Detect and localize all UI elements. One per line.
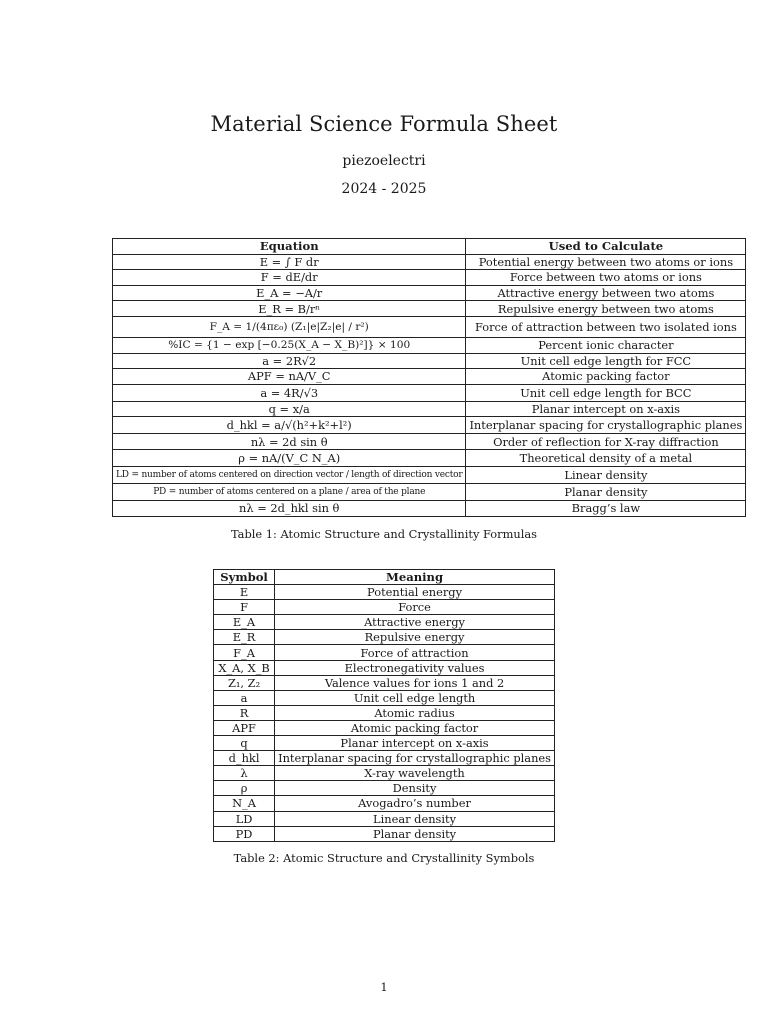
table-row [113,353,746,369]
equation-cell: E_R = B/rⁿ [113,301,466,317]
table-row [214,615,555,630]
equation-cell: q = x/a [113,401,466,417]
meaning-cell: Atomic radius [275,705,555,720]
table-row [214,720,555,735]
symbol-cell: q [214,736,275,751]
meaning-cell: Atomic packing factor [275,720,555,735]
formulas-table [112,238,746,517]
meaning-cell: Percent ionic character [466,337,746,353]
table-row [214,690,555,705]
symbol-cell: d_hkl [214,751,275,766]
meaning-cell: Interplanar spacing for crystallographic planes [466,417,746,434]
meaning-cell: Unit cell edge length [275,690,555,705]
table-row [113,254,746,270]
equation-cell: LD = number of atoms centered on direction vector / length of direction vector [113,466,466,483]
document-author: piezoelectri [342,153,426,169]
page-number: 1 [380,980,388,994]
table-header-row [214,570,555,585]
table-row [113,337,746,353]
equation-cell: %IC = {1 − exp [−0.25(X_A − X_B)²]} × 100 [113,337,466,353]
table-row [113,384,746,401]
meaning-cell: Planar density [275,826,555,841]
meaning-cell: Potential energy [275,585,555,600]
equation-cell: a = 2R√2 [113,353,466,369]
meaning-cell: Planar intercept on x-axis [466,401,746,417]
symbol-cell: N_A [214,796,275,811]
meaning-cell: Unit cell edge length for FCC [466,353,746,369]
meaning-cell: Linear density [466,466,746,483]
table-row [214,766,555,781]
meaning-cell: Order of reflection for X-ray diffraction [466,434,746,450]
table-row [113,270,746,286]
meaning-cell: Avogadro’s number [275,796,555,811]
equation-cell: a = 4R/√3 [113,384,466,401]
symbol-cell: E_A [214,615,275,630]
table-row [214,645,555,660]
symbol-cell: PD [214,826,275,841]
symbols-table [213,569,555,842]
meaning-cell: X-ray wavelength [275,766,555,781]
table-row [113,369,746,385]
symbol-cell: E_R [214,630,275,645]
equation-cell: E = ∫ F dr [113,254,466,270]
table-row [113,449,746,466]
meaning-cell: Force of attraction [275,645,555,660]
meaning-cell: Force between two atoms or ions [466,270,746,286]
table-row [113,466,746,483]
table-row [113,401,746,417]
table-row [214,781,555,796]
table-row [214,736,555,751]
meaning-cell: Planar density [466,483,746,500]
meaning-cell: Electronegativity values [275,660,555,675]
symbol-cell: ρ [214,781,275,796]
meaning-cell: Planar intercept on x-axis [275,736,555,751]
symbol-cell: λ [214,766,275,781]
meaning-cell: Force [275,600,555,615]
meaning-cell: Repulsive energy between two atoms [466,301,746,317]
meaning-cell: Valence values for ions 1 and 2 [275,675,555,690]
equation-cell: nλ = 2d_hkl sin θ [113,500,466,516]
table1-caption: Table 1: Atomic Structure and Crystallinity Formulas [230,527,538,541]
document-title: Material Science Formula Sheet [210,112,558,136]
table-row [214,751,555,766]
table-row [113,483,746,500]
table-row [214,705,555,720]
meaning-cell: Unit cell edge length for BCC [466,384,746,401]
table-row [113,316,746,337]
table-row [214,796,555,811]
symbol-cell: Z₁, Z₂ [214,675,275,690]
table-row [113,285,746,301]
equation-cell: E_A = −A/r [113,285,466,301]
table-row [113,434,746,450]
equation-cell: d_hkl = a/√(h²+k²+l²) [113,417,466,434]
table-row [214,630,555,645]
symbol-cell: F [214,600,275,615]
column-header-meaning: Meaning [275,570,555,585]
meaning-cell: Potential energy between two atoms or ions [466,254,746,270]
equation-cell: nλ = 2d sin θ [113,434,466,450]
symbol-cell: F_A [214,645,275,660]
equation-cell: PD = number of atoms centered on a plane / area of the plane [113,483,466,500]
equation-cell: F_A = 1/(4πε₀) (Z₁|e|Z₂|e| / r²) [113,316,466,337]
symbol-cell: E [214,585,275,600]
table-header-row [113,239,746,255]
symbol-cell: R [214,705,275,720]
document-date: 2024 - 2025 [341,181,427,197]
table-row [214,675,555,690]
meaning-cell: Atomic packing factor [466,369,746,385]
symbol-cell: a [214,690,275,705]
meaning-cell: Linear density [275,811,555,826]
table-row [214,826,555,841]
equation-cell: F = dE/dr [113,270,466,286]
meaning-cell: Attractive energy [275,615,555,630]
equation-cell: APF = nA/V_C [113,369,466,385]
table-row [113,500,746,516]
meaning-cell: Repulsive energy [275,630,555,645]
table-row [214,660,555,675]
meaning-cell: Bragg’s law [466,500,746,516]
column-header-symbol: Symbol [214,570,275,585]
column-header-equation: Equation [113,239,466,255]
table-row [113,301,746,317]
table-row [214,585,555,600]
table-row [214,811,555,826]
equation-cell: ρ = nA/(V_C N_A) [113,449,466,466]
symbol-cell: APF [214,720,275,735]
symbol-cell: LD [214,811,275,826]
table-row [113,417,746,434]
meaning-cell: Force of attraction between two isolated ions [466,316,746,337]
meaning-cell: Density [275,781,555,796]
table-row [214,600,555,615]
meaning-cell: Theoretical density of a metal [466,449,746,466]
column-header-used-to-calculate: Used to Calculate [466,239,746,255]
table2-caption: Table 2: Atomic Structure and Crystallinity Symbols [233,851,535,865]
meaning-cell: Interplanar spacing for crystallographic planes [275,751,555,766]
symbol-cell: X_A, X_B [214,660,275,675]
meaning-cell: Attractive energy between two atoms [466,285,746,301]
